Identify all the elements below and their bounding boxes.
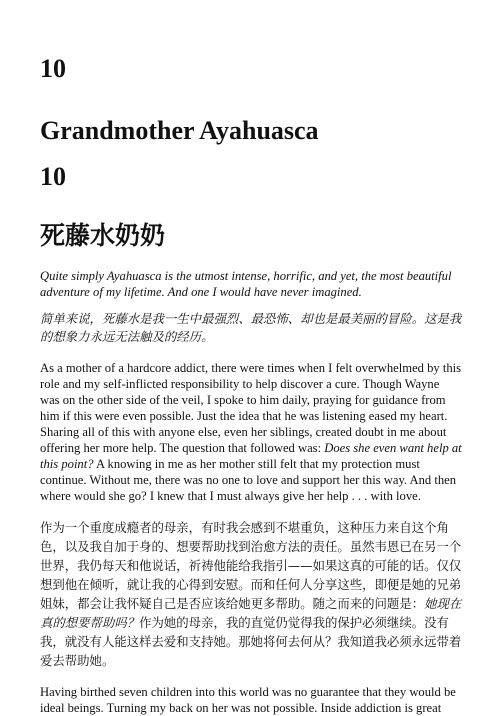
epigraph-chinese: 简单来说，死藤水是我一生中最强烈、最恐怖、却也是最美丽的冒险。这是我的想象力永远无法触及的经历。 [40, 311, 462, 344]
epigraph-english: Quite simply Ayahuasca is the utmost intense, horrific, and yet, the most beautiful adventure of my lifetime. And one I would have never imagined. [40, 269, 452, 299]
italic-question: Does she even want help at this point? [40, 441, 462, 471]
italic-question: 她现在真的想要帮助吗？ [40, 596, 462, 630]
paragraph-text: 作为一个重度成瘾者的母亲，有时我会感到不堪重负，这种压力来自这个角色，以及我自加于身的、想要帮助找到治愈方法的责任。虽然韦恩已在另一个世界，我仍每天和他说话，祈祷他能给我指引——如果这真的可能的话。仅仅想到他在倾听，就让我的心得到安慰。而和任何人分享这些，即便是她的兄弟姐妹，都会让我怀疑自己是否应该给她更多帮助。随之而来的问题是： [40, 520, 462, 611]
chapter-number-repeat: 10 [40, 162, 66, 191]
chapter-title: Grandmother Ayahuasca [40, 116, 319, 145]
paragraph-english-1 [40, 360, 462, 504]
paragraph-text: As a mother of a hardcore addict, there were times when I felt overwhelmed by this role and my self-inflicted responsibility to help discover a cure. Though Wayne was on the other side of the veil, I spoke to him daily, praying for guidance from him if this were even possible. Just the idea that he was listening eased my heart. Sharing all of this with anyone else, even her siblings, created doubt in me about offering her more help. The question that followed was: [40, 361, 462, 455]
paragraph-english-2: Having birthed seven children into this world was no guarantee that they would be ideal beings. Turning my back on her was not possible. Inside addiction is great [40, 685, 456, 715]
paragraph-text: A knowing in me as her mother still felt that my protection must continue. Without me, there was no one to love and support her this way. And then where would she go? I knew that I must always give her help . . . with love. [40, 457, 457, 503]
paragraph-text: 作为她的母亲，我的直觉仍觉得我的保护必须继续。没有我，就没有人能这样去爱和支持她。那她将何去何从？我知道我必须永远带着爱去帮助她。 [40, 615, 462, 668]
paragraph-chinese-1 [40, 518, 462, 670]
chapter-number: 10 [40, 54, 66, 83]
chapter-body [40, 268, 462, 716]
chapter-title-chinese: 死藤水奶奶 [40, 221, 166, 250]
